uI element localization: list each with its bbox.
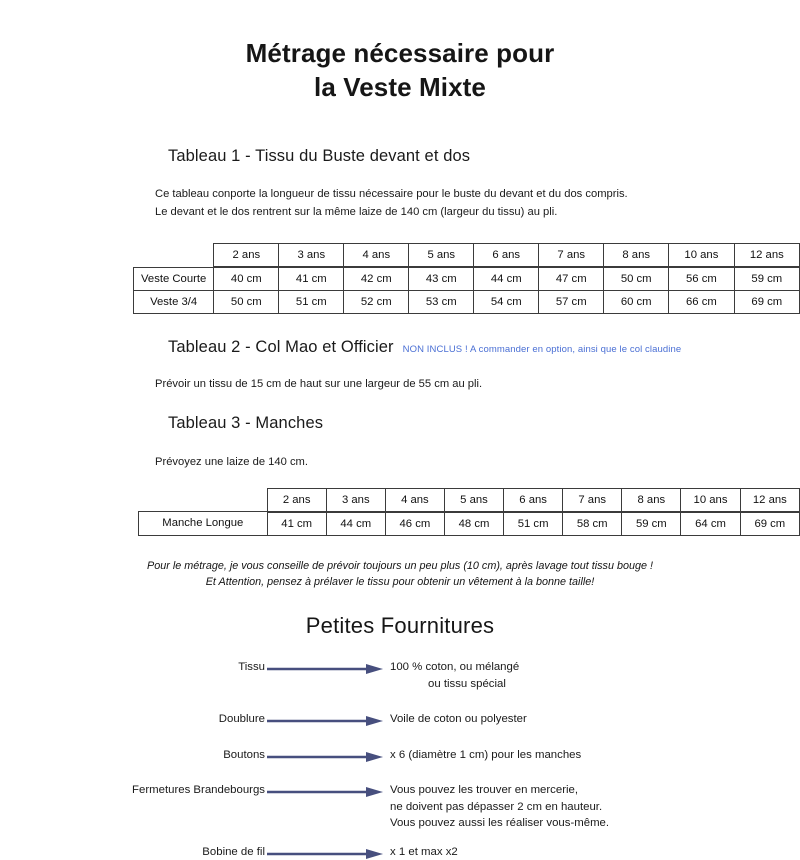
table-cell: 51 cm xyxy=(504,512,563,536)
table-cell: 53 cm xyxy=(409,291,474,314)
table-column-header: 2 ans xyxy=(214,243,279,267)
right-arrow-icon xyxy=(265,782,385,797)
table-cell: 47 cm xyxy=(539,267,604,291)
supply-description-line: Vous pouvez aussi les réaliser vous-même. xyxy=(390,817,610,830)
table-cell: 56 cm xyxy=(669,267,734,291)
supply-row-fermetures-brandebourgs xyxy=(60,782,800,832)
table-row-header: Veste 3/4 xyxy=(134,291,214,314)
table-cell: 40 cm xyxy=(214,267,279,291)
table-cell: 46 cm xyxy=(385,512,444,536)
supply-description-line: x 6 (diamètre 1 cm) pour les manches xyxy=(390,748,582,761)
supply-row-doublure xyxy=(60,711,800,728)
table-column-header: 3 ans xyxy=(326,488,385,512)
table-cell: 50 cm xyxy=(604,267,669,291)
table-cell: 64 cm xyxy=(681,512,740,536)
fournitures-heading: Petites Fournitures xyxy=(305,613,495,639)
advisory-note-line-2: Et Attention, pensez à prélaver le tissu pour obtenir un vêtement à la bonne taille! xyxy=(205,576,595,589)
supply-row-tissu xyxy=(60,659,800,692)
table-cell: 50 cm xyxy=(214,291,279,314)
table-buste xyxy=(133,243,800,314)
table-cell: 57 cm xyxy=(539,291,604,314)
table-cell: 59 cm xyxy=(622,512,681,536)
table-column-header: 7 ans xyxy=(563,488,622,512)
supply-description-line: 100 % coton, ou mélangé xyxy=(390,661,520,674)
table-column-header: 5 ans xyxy=(409,243,474,267)
table-cell: 59 cm xyxy=(734,267,799,291)
supply-description-line: x 1 et max x2 xyxy=(390,845,458,858)
table-column-header: 12 ans xyxy=(734,243,799,267)
advisory-note xyxy=(40,558,760,591)
table-column-header: 4 ans xyxy=(344,243,409,267)
table-cell: 52 cm xyxy=(344,291,409,314)
table-column-header: 6 ans xyxy=(474,243,539,267)
supply-description-line: Voile de coton ou polyester xyxy=(390,713,527,726)
table-column-header: 12 ans xyxy=(740,488,799,512)
table-cell: 41 cm xyxy=(279,267,344,291)
table-row xyxy=(134,291,800,314)
table-cell: 44 cm xyxy=(326,512,385,536)
section-heading-tableau-2: Tableau 2 - Col Mao et Officier xyxy=(168,338,394,357)
table-column-header: 6 ans xyxy=(504,488,563,512)
section-1-description-line-1: Ce tableau conporte la longueur de tissu nécessaire pour le buste du devant et du dos compris. xyxy=(155,187,628,200)
table-cell: 58 cm xyxy=(563,512,622,536)
table-column-header: 4 ans xyxy=(385,488,444,512)
supply-label: Doublure xyxy=(218,713,265,726)
right-arrow-icon xyxy=(265,711,385,726)
table-cell: 69 cm xyxy=(734,291,799,314)
page-title-line-1: Métrage nécessaire pour xyxy=(245,38,555,68)
table-cell: 48 cm xyxy=(444,512,503,536)
table-cell: 60 cm xyxy=(604,291,669,314)
right-arrow-icon xyxy=(265,844,385,859)
section-1-description xyxy=(155,185,800,221)
supply-label: Tissu xyxy=(238,661,265,674)
table-cell: 42 cm xyxy=(344,267,409,291)
section-3-description xyxy=(155,453,800,471)
table-cell: 44 cm xyxy=(474,267,539,291)
table-row xyxy=(139,488,800,512)
right-arrow-icon xyxy=(265,747,385,762)
page-title-line-2: la Veste Mixte xyxy=(314,72,486,103)
table-cell: 43 cm xyxy=(409,267,474,291)
table-cell: 69 cm xyxy=(740,512,799,536)
supply-label: Bobine de fil xyxy=(202,845,265,858)
supply-row-bobine-de-fil xyxy=(60,844,800,860)
table-manches xyxy=(138,488,800,536)
table-row-header: Veste Courte xyxy=(134,267,214,291)
table-cell: 54 cm xyxy=(474,291,539,314)
supply-description xyxy=(385,782,800,832)
table-corner-cell xyxy=(134,243,214,267)
section-2-option-note: NON INCLUS ! A commander en option, ainsi que le col claudine xyxy=(402,344,682,356)
section-2-description xyxy=(155,375,800,393)
supply-label: Boutons xyxy=(223,748,265,761)
table-cell: 51 cm xyxy=(279,291,344,314)
table-column-header: 5 ans xyxy=(444,488,503,512)
table-column-header: 8 ans xyxy=(622,488,681,512)
supply-description xyxy=(385,844,800,860)
supply-description-line: Vous pouvez les trouver en mercerie, xyxy=(390,784,579,797)
supply-description xyxy=(385,747,800,764)
table-column-header: 7 ans xyxy=(539,243,604,267)
supply-label: Fermetures Brandebourgs xyxy=(132,784,265,797)
supply-description-line: ou tissu spécial xyxy=(428,677,506,690)
page-title xyxy=(0,36,800,105)
supply-description xyxy=(385,659,800,692)
section-3-description-line-1: Prévoyez une laize de 140 cm. xyxy=(155,456,308,469)
table-row xyxy=(134,267,800,291)
table-corner-cell xyxy=(139,488,268,512)
supply-description xyxy=(385,711,800,728)
table-column-header: 10 ans xyxy=(669,243,734,267)
table-row-header: Manche Longue xyxy=(139,512,268,536)
supply-description-line: ne doivent pas dépasser 2 cm en hauteur. xyxy=(390,800,603,813)
advisory-note-line-1: Pour le métrage, je vous conseille de prévoir toujours un peu plus (10 cm), après lavage tout tissu bouge ! xyxy=(147,559,653,572)
table-cell: 66 cm xyxy=(669,291,734,314)
table-cell: 41 cm xyxy=(267,512,326,536)
section-2-description-line-1: Prévoir un tissu de 15 cm de haut sur une largeur de 55 cm au pli. xyxy=(155,378,483,391)
section-1-description-line-2: Le devant et le dos rentrent sur la même laize de 140 cm (largeur du tissu) au pli. xyxy=(155,205,558,218)
table-column-header: 8 ans xyxy=(604,243,669,267)
section-heading-tableau-1: Tableau 1 - Tissu du Buste devant et dos xyxy=(168,146,471,165)
table-column-header: 2 ans xyxy=(267,488,326,512)
right-arrow-icon xyxy=(265,659,385,674)
table-row xyxy=(139,512,800,536)
table-column-header: 10 ans xyxy=(681,488,740,512)
table-row xyxy=(134,243,800,267)
table-column-header: 3 ans xyxy=(279,243,344,267)
supply-row-boutons xyxy=(60,747,800,764)
section-heading-tableau-3: Tableau 3 - Manches xyxy=(168,414,324,433)
